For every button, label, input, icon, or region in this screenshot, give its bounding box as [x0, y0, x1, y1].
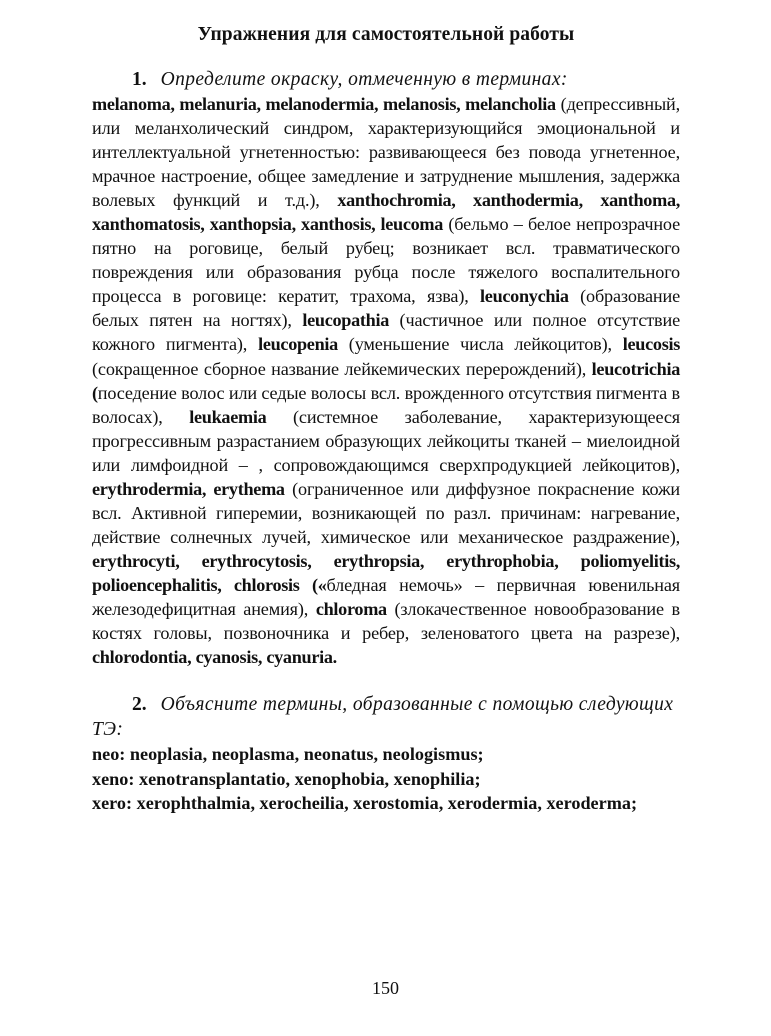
- page-number: 150: [372, 978, 399, 998]
- term-bold: leucosis: [622, 334, 680, 355]
- term-description: поседение волос или седые волосы всл. врожденного отсутствия пигмента в волосах),: [92, 382, 680, 427]
- term-bold: leucopenia: [258, 334, 338, 355]
- term-bold: erythrodermia, erythema: [92, 478, 285, 499]
- term-bold: leucopathia: [302, 310, 390, 331]
- term-description: (системное заболевание, характеризующееся прогрессивным разрастанием образующих лейкоциты тканей – миелоидной или лимфоидной – , сопровождающимся сверхпродукцией лейкоцитов),: [92, 406, 680, 475]
- exercise-2-prompt: [92, 692, 680, 742]
- term-description: (частичное или полное отсутствие кожного пигмента),: [92, 310, 680, 355]
- exercise-1-question: Определите окраску, отмеченную в терминах:: [160, 69, 568, 90]
- exercise-2: [92, 692, 680, 816]
- exercise-1-prompt: [92, 68, 680, 92]
- term-bold: chlorodontia, cyanosis, cyanuria.: [92, 647, 337, 668]
- exercise-2-term-lines: [92, 742, 680, 816]
- term-description: (депрессивный, или меланхолический синдром, характеризующийся эмоциональной и интеллектуальной угнетенностью: развивающееся без повода угнетенное, мрачное настроение, общее замедление и затруднение мышления, задержка волевых функций и т.д.),: [92, 94, 681, 211]
- term-bold: leucotrichia (: [92, 358, 680, 403]
- term-description: (злокачественное новообразование в костях головы, позвоночника и ребер, зеленоватого цвета на разрезе),: [92, 598, 680, 644]
- term-line-neo: neo: neoplasia, neoplasma, neonatus, neologismus;: [92, 744, 484, 765]
- exercise-2-number: 2.: [132, 694, 147, 716]
- exercise-2-question: Объясните термины, образованные с помощью следующих ТЭ:: [92, 694, 674, 741]
- term-bold: leukaemia: [189, 406, 267, 427]
- term-description: бледная немочь» – первичная ювенильная железодефицитная анемия),: [92, 574, 680, 619]
- term-description: (образование белых пятен на ногтях),: [92, 286, 680, 331]
- term-bold: erythrocyti, erythrocytosis, erythropsia, erythrophobia, poliomyelitis, polioencephalitis, chlorosis («: [92, 550, 680, 595]
- term-bold: chloroma: [315, 598, 387, 619]
- exercise-1-number: 1.: [132, 69, 147, 90]
- exercise-1-body: [92, 92, 680, 669]
- term-description: (уменьшение числа лейкоцитов),: [337, 334, 623, 355]
- term-bold: xanthochromia, xanthodermia, xanthoma, xanthomatosis, xanthopsia, xanthosis, leucoma: [92, 190, 680, 235]
- term-description: (ограниченное или диффузное покраснение кожи всл. Активной гиперемии, возникающей по разл. причинам: нагревание, действие солнечных лучей, химическое или механическое раздражение),: [92, 478, 680, 547]
- term-line-xeno: xeno: xenotransplantatio, xenophobia, xenophilia;: [92, 768, 481, 789]
- exercise-1: [92, 68, 680, 669]
- term-bold: leuconychia: [480, 286, 569, 307]
- section-heading: Упражнения для самостоятельной работы: [197, 24, 575, 45]
- page-content: [92, 22, 680, 816]
- term-bold: melanoma, melanuria, melanodermia, melanosis, melancholia: [92, 94, 556, 114]
- term-description: (бельмо – белое непрозрачное пятно на роговице, белый рубец; возникает всл. травматического повреждения или образования рубца после тяжелого воспалительного процесса в роговице: кератит, трахома, язва),: [92, 214, 680, 307]
- term-description: (сокращенное сборное название лейкемических перерождений),: [92, 358, 592, 379]
- term-line-xero: xero: xerophthalmia, xerocheilia, xerostomia, xerodermia, xeroderma;: [92, 793, 638, 814]
